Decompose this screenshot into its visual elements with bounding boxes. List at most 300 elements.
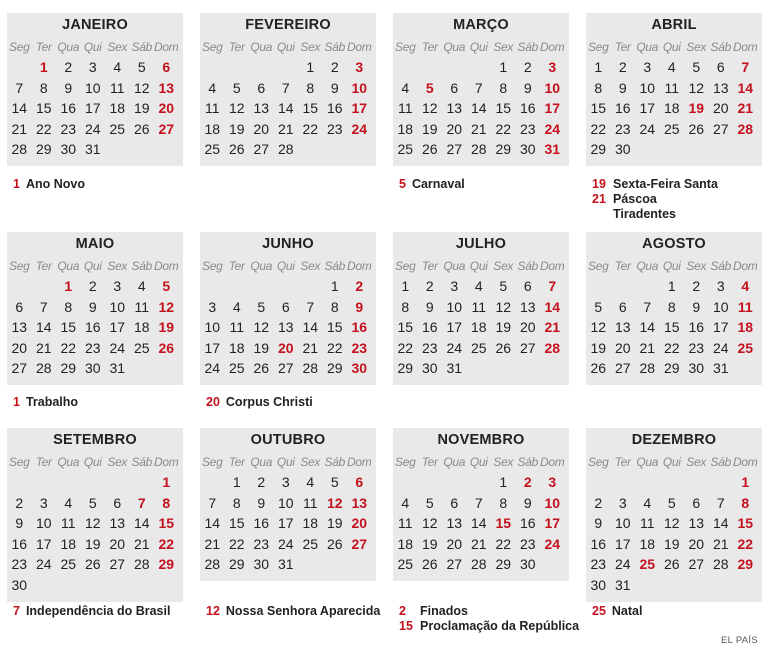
day: 29 bbox=[397, 360, 414, 377]
month-title: DEZEMBRO bbox=[631, 432, 717, 448]
day: 5 bbox=[499, 278, 508, 294]
empty-cell bbox=[130, 472, 155, 493]
day: 3 bbox=[88, 59, 97, 75]
sunday-day: 24 bbox=[544, 120, 561, 137]
day: 13 bbox=[446, 100, 463, 117]
sunday-day: 8 bbox=[162, 494, 171, 511]
weekday-label: Seg bbox=[588, 259, 609, 273]
month-title: ABRIL bbox=[651, 17, 697, 33]
day: 27 bbox=[519, 339, 536, 356]
holiday-note-label: Natal bbox=[611, 604, 643, 618]
day: 18 bbox=[302, 515, 319, 532]
weekday-label: Dom bbox=[347, 40, 372, 54]
weekday-header bbox=[393, 452, 569, 472]
day: 26 bbox=[590, 360, 607, 377]
day: 13 bbox=[11, 319, 28, 336]
day: 11 bbox=[302, 494, 318, 511]
day: 26 bbox=[663, 556, 680, 573]
weekday-label: Sáb bbox=[710, 259, 731, 273]
day: 8 bbox=[499, 79, 508, 96]
day: 2 bbox=[523, 59, 532, 75]
day: 25 bbox=[133, 339, 150, 356]
holiday-day: 19 bbox=[688, 100, 705, 117]
holiday-day: 20 bbox=[277, 339, 294, 356]
empty-cell bbox=[32, 276, 57, 297]
weekday-label: Seg bbox=[588, 40, 609, 54]
day: 4 bbox=[306, 474, 315, 490]
holiday-note-label: Corpus Christi bbox=[225, 395, 313, 409]
day: 18 bbox=[228, 339, 245, 356]
day-grid bbox=[7, 472, 183, 596]
weekday-label: Qua bbox=[636, 455, 659, 469]
day: 7 bbox=[474, 494, 483, 511]
day: 10 bbox=[84, 79, 101, 96]
day-grid bbox=[586, 472, 762, 596]
day: 8 bbox=[39, 79, 48, 96]
day: 18 bbox=[109, 100, 126, 117]
day: 14 bbox=[470, 515, 487, 532]
empty-cell bbox=[635, 472, 660, 493]
day: 12 bbox=[253, 319, 270, 336]
holiday-note-day: 25 bbox=[592, 604, 606, 618]
empty-cell bbox=[684, 472, 709, 493]
day: 5 bbox=[257, 298, 266, 315]
weekday-label: Qui bbox=[83, 40, 102, 54]
day: 11 bbox=[204, 100, 220, 117]
weekday-header bbox=[393, 37, 569, 57]
holiday-day: 1 bbox=[39, 59, 48, 75]
weekday-label: Ter bbox=[228, 259, 245, 273]
holiday-note bbox=[13, 177, 198, 192]
day: 12 bbox=[228, 100, 245, 117]
day: 2 bbox=[64, 59, 73, 75]
weekday-label: Qua bbox=[250, 259, 273, 273]
day: 27 bbox=[688, 556, 705, 573]
day: 3 bbox=[39, 494, 48, 511]
day: 22 bbox=[60, 339, 77, 356]
holiday-note-label: Finados bbox=[420, 604, 468, 618]
day: 3 bbox=[208, 298, 217, 315]
empty-cell bbox=[467, 472, 492, 493]
holiday-note bbox=[592, 192, 768, 207]
day: 27 bbox=[109, 556, 126, 573]
month-title: MARÇO bbox=[453, 17, 509, 33]
day: 28 bbox=[35, 360, 52, 377]
day: 18 bbox=[60, 535, 77, 552]
day: 9 bbox=[523, 494, 532, 511]
weekday-label: Qua bbox=[636, 259, 659, 273]
day: 6 bbox=[450, 494, 459, 511]
day: 11 bbox=[60, 515, 76, 532]
day: 12 bbox=[688, 79, 705, 96]
day: 19 bbox=[421, 120, 438, 137]
day: 11 bbox=[134, 298, 150, 315]
day: 12 bbox=[663, 515, 680, 532]
month-7 bbox=[393, 232, 569, 385]
weekday-label: Qui bbox=[83, 259, 102, 273]
sunday-day: 4 bbox=[741, 278, 750, 294]
day: 23 bbox=[253, 535, 270, 552]
day: 12 bbox=[84, 515, 101, 532]
weekday-label: Seg bbox=[395, 259, 416, 273]
day: 25 bbox=[470, 339, 487, 356]
day: 1 bbox=[499, 59, 508, 75]
day: 11 bbox=[109, 79, 125, 96]
weekday-label: Dom bbox=[154, 455, 179, 469]
day: 13 bbox=[446, 515, 463, 532]
day: 20 bbox=[519, 319, 536, 336]
day: 15 bbox=[35, 100, 52, 117]
day: 3 bbox=[643, 59, 652, 75]
day: 6 bbox=[15, 298, 24, 315]
sunday-day: 10 bbox=[544, 79, 561, 96]
weekday-label: Ter bbox=[35, 40, 52, 54]
sunday-day: 27 bbox=[351, 535, 368, 552]
month-title: JANEIRO bbox=[62, 17, 128, 33]
weekday-label: Qua bbox=[250, 455, 273, 469]
empty-cell bbox=[32, 472, 57, 493]
weekday-label: Ter bbox=[614, 455, 631, 469]
day: 11 bbox=[471, 298, 487, 315]
holiday-note-day: 12 bbox=[206, 604, 220, 618]
holiday-note-label: Independência do Brasil bbox=[25, 604, 171, 618]
weekday-label: Sáb bbox=[710, 40, 731, 54]
holiday-notes bbox=[592, 177, 768, 222]
weekday-label: Dom bbox=[540, 455, 565, 469]
day: 4 bbox=[474, 278, 483, 294]
empty-cell bbox=[200, 276, 225, 297]
day: 21 bbox=[35, 339, 52, 356]
day: 10 bbox=[35, 515, 52, 532]
weekday-label: Sáb bbox=[517, 259, 538, 273]
day: 15 bbox=[397, 319, 414, 336]
empty-cell bbox=[249, 57, 274, 78]
day: 6 bbox=[692, 494, 701, 511]
day: 26 bbox=[688, 120, 705, 137]
weekday-label: Qua bbox=[57, 455, 80, 469]
sunday-day: 14 bbox=[544, 298, 561, 315]
day: 16 bbox=[60, 100, 77, 117]
day: 5 bbox=[232, 79, 241, 96]
day: 14 bbox=[302, 319, 319, 336]
empty-cell bbox=[298, 276, 323, 297]
day: 4 bbox=[401, 79, 410, 96]
day: 7 bbox=[281, 79, 290, 96]
brand-label: EL PAÍS bbox=[721, 635, 758, 646]
day-grid bbox=[393, 276, 569, 379]
day: 4 bbox=[232, 298, 241, 315]
day: 26 bbox=[133, 120, 150, 137]
day: 1 bbox=[594, 59, 603, 75]
sunday-day: 12 bbox=[158, 298, 175, 315]
day: 24 bbox=[277, 535, 294, 552]
weekday-label: Qui bbox=[469, 455, 488, 469]
day: 17 bbox=[614, 535, 631, 552]
sunday-day: 20 bbox=[158, 100, 175, 117]
day: 4 bbox=[401, 494, 410, 511]
day: 25 bbox=[228, 360, 245, 377]
day: 16 bbox=[519, 515, 536, 532]
day: 4 bbox=[643, 494, 652, 511]
weekday-label: Sex bbox=[493, 259, 514, 273]
weekday-label: Ter bbox=[421, 455, 438, 469]
day: 29 bbox=[60, 360, 77, 377]
day: 1 bbox=[499, 474, 508, 490]
month-5 bbox=[7, 232, 183, 385]
sunday-day: 21 bbox=[544, 319, 561, 336]
month-title: OUTUBRO bbox=[250, 432, 326, 448]
day: 14 bbox=[712, 515, 729, 532]
day: 11 bbox=[397, 100, 413, 117]
day: 27 bbox=[277, 360, 294, 377]
empty-cell bbox=[393, 57, 418, 78]
empty-cell bbox=[7, 57, 32, 78]
day: 4 bbox=[208, 79, 217, 96]
weekday-label: Qua bbox=[57, 40, 80, 54]
day: 16 bbox=[614, 100, 631, 117]
day: 19 bbox=[326, 515, 343, 532]
holiday-note bbox=[13, 604, 198, 619]
empty-cell bbox=[611, 276, 636, 297]
day: 4 bbox=[667, 59, 676, 75]
day: 27 bbox=[614, 360, 631, 377]
day: 9 bbox=[692, 298, 701, 315]
day: 30 bbox=[519, 556, 536, 573]
day: 15 bbox=[590, 100, 607, 117]
sunday-day: 7 bbox=[741, 59, 750, 75]
day: 24 bbox=[109, 339, 126, 356]
day: 7 bbox=[643, 298, 652, 315]
holiday-note bbox=[13, 395, 198, 410]
weekday-label: Sex bbox=[107, 259, 128, 273]
day: 23 bbox=[326, 120, 343, 137]
sunday-day: 19 bbox=[158, 319, 175, 336]
empty-cell bbox=[274, 276, 299, 297]
day-grid bbox=[200, 276, 376, 379]
holiday-note bbox=[399, 604, 584, 619]
holiday-note-day: 2 bbox=[399, 604, 406, 618]
weekday-label: Qua bbox=[443, 40, 466, 54]
day: 17 bbox=[446, 319, 463, 336]
day: 26 bbox=[253, 360, 270, 377]
day: 8 bbox=[499, 494, 508, 511]
weekday-label: Seg bbox=[9, 259, 30, 273]
day: 30 bbox=[614, 141, 631, 158]
sunday-day: 1 bbox=[741, 474, 750, 490]
day: 17 bbox=[712, 319, 729, 336]
weekday-label: Sex bbox=[493, 455, 514, 469]
day: 24 bbox=[446, 339, 463, 356]
day: 6 bbox=[257, 79, 266, 96]
day: 31 bbox=[712, 360, 729, 377]
month-title: JULHO bbox=[455, 236, 507, 252]
weekday-label: Dom bbox=[540, 259, 565, 273]
holiday-day: 21 bbox=[737, 100, 754, 117]
day: 24 bbox=[639, 120, 656, 137]
day: 26 bbox=[84, 556, 101, 573]
day: 29 bbox=[326, 360, 343, 377]
holiday-notes bbox=[592, 604, 768, 619]
weekday-label: Sáb bbox=[517, 40, 538, 54]
month-title: MAIO bbox=[75, 236, 115, 252]
day: 14 bbox=[639, 319, 656, 336]
day: 26 bbox=[421, 141, 438, 158]
day: 24 bbox=[84, 120, 101, 137]
day: 6 bbox=[523, 278, 532, 294]
holiday-note bbox=[399, 619, 584, 634]
day: 19 bbox=[663, 535, 680, 552]
sunday-day: 28 bbox=[737, 120, 754, 137]
sunday-day: 11 bbox=[737, 298, 753, 315]
day: 7 bbox=[716, 494, 725, 511]
day: 11 bbox=[229, 319, 245, 336]
day: 18 bbox=[663, 100, 680, 117]
day: 28 bbox=[302, 360, 319, 377]
month-title: FEVEREIRO bbox=[245, 17, 331, 33]
day: 9 bbox=[15, 515, 24, 532]
day: 19 bbox=[228, 120, 245, 137]
day: 23 bbox=[11, 556, 28, 573]
day: 30 bbox=[688, 360, 705, 377]
empty-cell bbox=[56, 472, 81, 493]
holiday-notes bbox=[206, 604, 391, 619]
day: 22 bbox=[228, 535, 245, 552]
day: 11 bbox=[397, 515, 413, 532]
day: 19 bbox=[590, 339, 607, 356]
day: 19 bbox=[133, 100, 150, 117]
day: 27 bbox=[446, 141, 463, 158]
weekday-label: Qui bbox=[662, 455, 681, 469]
day: 9 bbox=[618, 79, 627, 96]
day: 21 bbox=[470, 120, 487, 137]
day: 20 bbox=[109, 535, 126, 552]
day: 8 bbox=[667, 298, 676, 315]
sunday-day: 2 bbox=[355, 278, 364, 294]
day: 22 bbox=[35, 120, 52, 137]
day: 16 bbox=[326, 100, 343, 117]
weekday-label: Qua bbox=[636, 40, 659, 54]
day-grid bbox=[393, 57, 569, 160]
day: 10 bbox=[639, 79, 656, 96]
month-title: AGOSTO bbox=[642, 236, 706, 252]
weekday-header bbox=[200, 256, 376, 276]
sunday-day: 5 bbox=[162, 278, 171, 294]
weekday-label: Ter bbox=[421, 259, 438, 273]
day: 9 bbox=[330, 79, 339, 96]
weekday-label: Qui bbox=[469, 259, 488, 273]
day: 23 bbox=[519, 120, 536, 137]
holiday-note-day bbox=[592, 207, 607, 222]
day: 11 bbox=[639, 515, 655, 532]
sunday-day: 22 bbox=[737, 535, 754, 552]
day: 8 bbox=[232, 494, 241, 511]
weekday-label: Sex bbox=[300, 259, 321, 273]
day: 1 bbox=[667, 278, 676, 294]
day: 15 bbox=[495, 100, 512, 117]
holiday-day: 25 bbox=[639, 556, 656, 573]
day: 2 bbox=[257, 474, 266, 490]
day: 24 bbox=[614, 556, 631, 573]
day: 3 bbox=[618, 494, 627, 511]
holiday-day: 15 bbox=[495, 515, 512, 532]
holiday-notes bbox=[13, 604, 198, 619]
day: 20 bbox=[688, 535, 705, 552]
day: 24 bbox=[35, 556, 52, 573]
day: 14 bbox=[35, 319, 52, 336]
day: 14 bbox=[11, 100, 28, 117]
day: 18 bbox=[397, 535, 414, 552]
day: 22 bbox=[495, 535, 512, 552]
day: 7 bbox=[15, 79, 24, 96]
weekday-label: Sex bbox=[107, 40, 128, 54]
sunday-day: 6 bbox=[355, 474, 364, 490]
day: 28 bbox=[639, 360, 656, 377]
day: 29 bbox=[663, 360, 680, 377]
day: 31 bbox=[109, 360, 126, 377]
weekday-header bbox=[586, 37, 762, 57]
weekday-label: Sáb bbox=[131, 259, 152, 273]
day: 24 bbox=[204, 360, 221, 377]
day: 12 bbox=[590, 319, 607, 336]
holiday-notes bbox=[399, 177, 584, 192]
sunday-day: 9 bbox=[355, 298, 364, 315]
weekday-label: Qua bbox=[57, 259, 80, 273]
weekday-label: Dom bbox=[154, 40, 179, 54]
day: 10 bbox=[277, 494, 294, 511]
day: 2 bbox=[425, 278, 434, 294]
day: 28 bbox=[133, 556, 150, 573]
empty-cell bbox=[442, 57, 467, 78]
day-grid bbox=[393, 472, 569, 575]
sunday-day: 23 bbox=[351, 339, 368, 356]
empty-cell bbox=[274, 57, 299, 78]
weekday-label: Ter bbox=[421, 40, 438, 54]
day: 7 bbox=[306, 298, 315, 315]
weekday-header bbox=[200, 37, 376, 57]
weekday-label: Qui bbox=[276, 259, 295, 273]
day: 20 bbox=[446, 535, 463, 552]
day-grid bbox=[7, 57, 183, 160]
day: 29 bbox=[495, 141, 512, 158]
day: 28 bbox=[470, 141, 487, 158]
weekday-label: Dom bbox=[733, 259, 758, 273]
weekday-label: Dom bbox=[540, 40, 565, 54]
day: 31 bbox=[446, 360, 463, 377]
day: 14 bbox=[470, 100, 487, 117]
day: 8 bbox=[64, 298, 73, 315]
sunday-day: 7 bbox=[548, 278, 557, 294]
day: 28 bbox=[204, 556, 221, 573]
day: 18 bbox=[133, 319, 150, 336]
day: 1 bbox=[330, 278, 339, 294]
day: 22 bbox=[495, 120, 512, 137]
weekday-label: Qui bbox=[662, 40, 681, 54]
weekday-label: Seg bbox=[395, 40, 416, 54]
weekday-label: Sáb bbox=[710, 455, 731, 469]
day: 13 bbox=[109, 515, 126, 532]
day: 15 bbox=[326, 319, 343, 336]
weekday-label: Qua bbox=[250, 40, 273, 54]
day: 16 bbox=[11, 535, 28, 552]
day: 23 bbox=[84, 339, 101, 356]
weekday-label: Sex bbox=[686, 40, 707, 54]
day: 7 bbox=[474, 79, 483, 96]
holiday-note-day: 21 bbox=[592, 192, 606, 206]
day: 29 bbox=[228, 556, 245, 573]
holiday-note-label: Trabalho bbox=[25, 395, 79, 409]
weekday-label: Qui bbox=[276, 40, 295, 54]
month-6 bbox=[200, 232, 376, 385]
